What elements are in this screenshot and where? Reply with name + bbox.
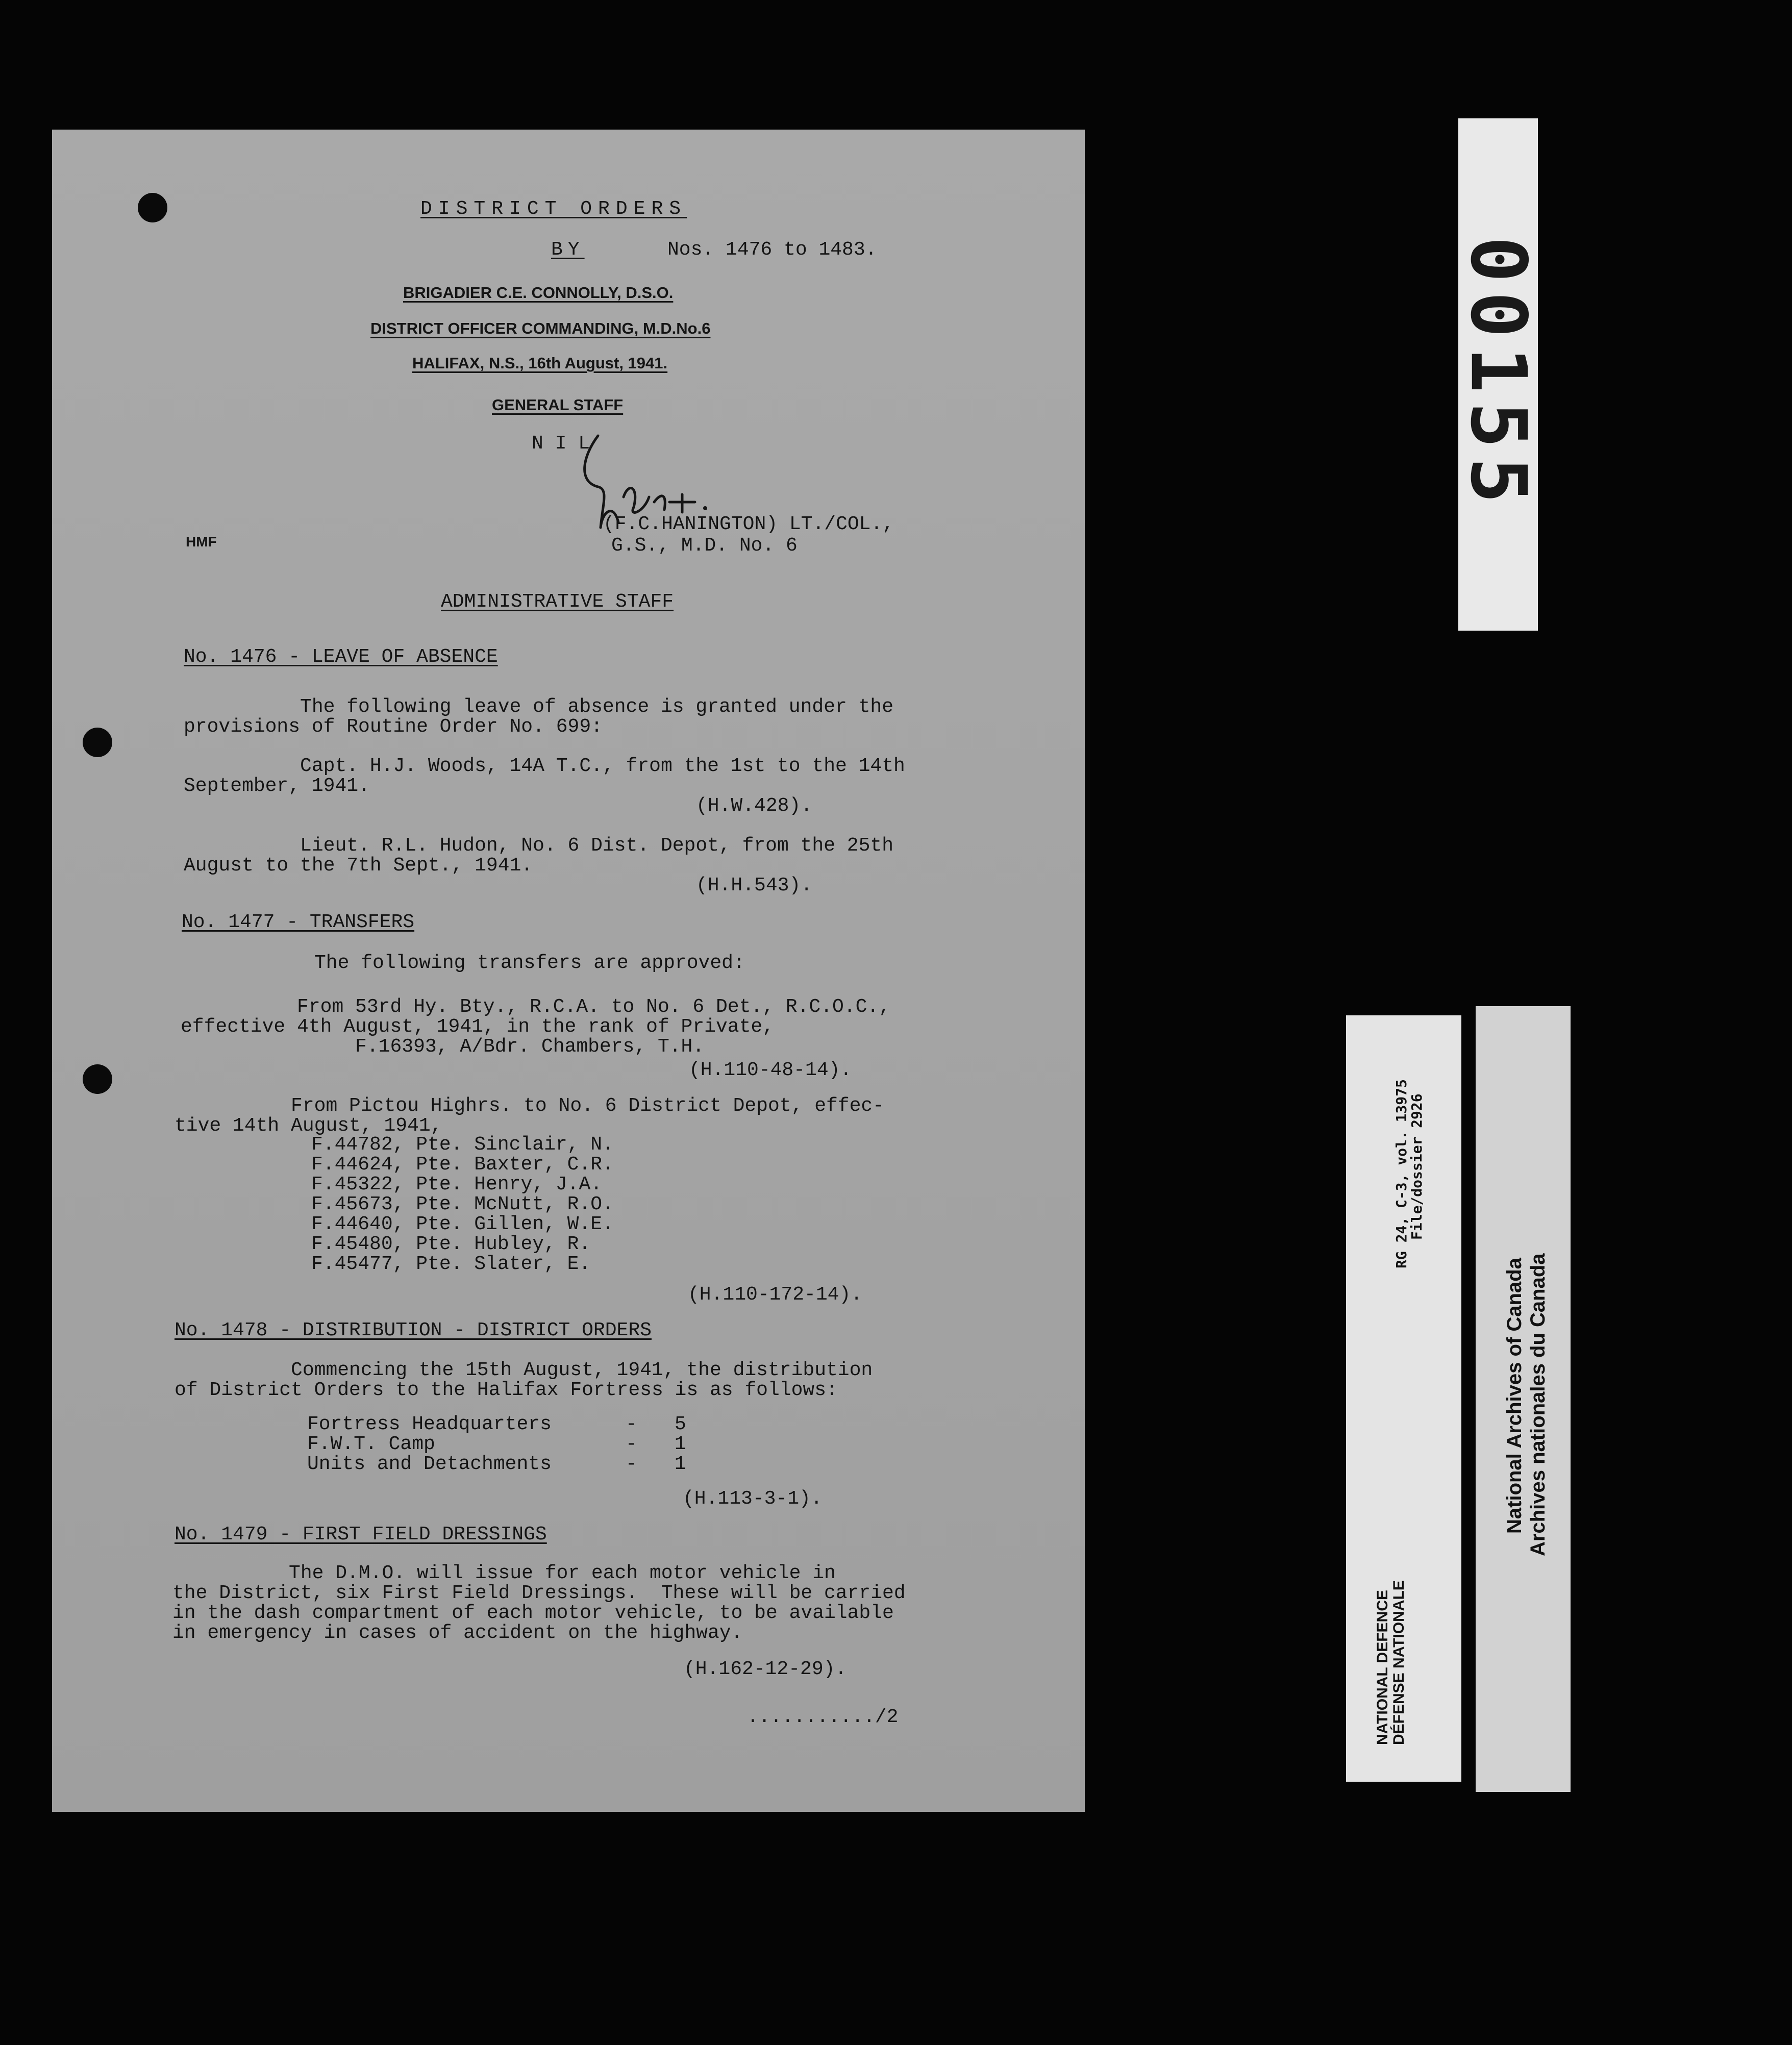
label-archives-en: National Archives of Canada xyxy=(1503,1258,1526,1534)
general-staff-heading: GENERAL STAFF xyxy=(492,396,624,414)
punch-hole-top xyxy=(138,193,167,222)
distribution-qty: 1 xyxy=(675,1453,686,1475)
order-1476-entry-1: Capt. H.J. Woods, 14A T.C., from the 1st to the 14th September, 1941. xyxy=(184,755,905,797)
transfer-list-item: F.45480, Pte. Hubley, R. xyxy=(311,1233,591,1255)
transfer-list-item: F.45322, Pte. Henry, J.A. xyxy=(311,1174,603,1195)
place-date: HALIFAX, N.S., 16th August, 1941. xyxy=(412,354,668,372)
order-1477-ref-2: (H.110-172-14). xyxy=(688,1284,863,1306)
order-1476-heading: No. 1476 - LEAVE OF ABSENCE xyxy=(184,646,498,668)
by-label: BY xyxy=(551,239,585,261)
document-page xyxy=(52,130,1085,1812)
label-rg-reference: RG 24, C-3, vol. 13975 xyxy=(1393,1079,1410,1268)
distribution-dash: - xyxy=(626,1413,637,1435)
typist-initials: HMF xyxy=(186,534,217,550)
document-title: DISTRICT ORDERS xyxy=(420,198,687,220)
order-1477-entry-2: From Pictou Highrs. to No. 6 District Depot, effec- tive 14th August, 1941, xyxy=(175,1095,885,1137)
distribution-item: F.W.T. Camp xyxy=(307,1433,435,1455)
transfer-list-item: F.44782, Pte. Sinclair, N. xyxy=(311,1134,614,1156)
order-1477-ref-1: (H.110-48-14). xyxy=(689,1059,852,1081)
national-defence-label xyxy=(1346,1015,1461,1782)
national-archives-label xyxy=(1476,1006,1571,1792)
order-1477-intro: The following transfers are approved: xyxy=(314,952,745,974)
distribution-item: Units and Detachments xyxy=(307,1453,552,1475)
order-1479-ref: (H.162-12-29). xyxy=(684,1658,847,1680)
punch-hole-middle xyxy=(83,728,112,757)
label-defence-en: NATIONAL DEFENCE xyxy=(1374,1590,1391,1745)
distribution-qty: 5 xyxy=(675,1413,686,1435)
order-1476-ref-1: (H.W.428). xyxy=(696,795,813,817)
transfer-list-item: F.44624, Pte. Baxter, C.R. xyxy=(311,1154,614,1176)
signatory-title: G.S., M.D. No. 6 xyxy=(611,535,798,557)
order-numbers: Nos. 1476 to 1483. xyxy=(667,239,877,261)
label-archives-fr: Archives nationales du Canada xyxy=(1527,1253,1549,1556)
distribution-item: Fortress Headquarters xyxy=(307,1413,552,1435)
transfer-list-item: F.45477, Pte. Slater, E. xyxy=(311,1253,591,1275)
transfer-list-item: F.45673, Pte. McNutt, R.O. xyxy=(311,1193,614,1215)
frame-number-stamp xyxy=(1454,118,1543,631)
transfer-list-item: F.44640, Pte. Gillen, W.E. xyxy=(311,1213,614,1235)
frame-number: 00155 xyxy=(1454,236,1543,513)
distribution-dash: - xyxy=(626,1433,637,1455)
distribution-dash: - xyxy=(626,1453,637,1475)
nil-text: N I L xyxy=(532,433,590,455)
order-1478-ref: (H.113-3-1). xyxy=(683,1488,823,1510)
order-1477-heading: No. 1477 - TRANSFERS xyxy=(182,911,415,933)
order-1476-intro: The following leave of absence is granted under the provisions of Routine Order No. 699: xyxy=(184,696,894,738)
admin-staff-heading: ADMINISTRATIVE STAFF xyxy=(441,591,674,613)
page-continuation: .........../2 xyxy=(747,1706,899,1728)
order-1478-intro: Commencing the 15th August, 1941, the distribution of District Orders to the Halifax Fortress is as follows: xyxy=(175,1359,873,1401)
order-1479-heading: No. 1479 - FIRST FIELD DRESSINGS xyxy=(175,1524,547,1545)
signatory-name: (F.C.HANINGTON) LT./COL., xyxy=(603,513,894,535)
punch-hole-lower xyxy=(83,1064,112,1094)
order-1478-heading: No. 1478 - DISTRIBUTION - DISTRICT ORDERS xyxy=(175,1319,652,1341)
order-1477-entry-1: From 53rd Hy. Bty., R.C.A. to No. 6 Det., R.C.O.C., effective 4th August, 1941, in the rank of Private, F.16393, A/Bdr. Chambers, T.H. xyxy=(181,996,891,1058)
label-file-reference: File/dossier 2926 xyxy=(1408,1093,1425,1240)
distribution-qty: 1 xyxy=(675,1433,686,1455)
order-1476-ref-2: (H.H.543). xyxy=(696,875,813,896)
order-1479-body: The D.M.O. will issue for each motor vehicle in the District, six First Field Dressings. These will be carried in the dash compartment of each motor vehicle, to be available in emergency in cases of accident on the highway. xyxy=(172,1562,906,1644)
order-1476-entry-2: Lieut. R.L. Hudon, No. 6 Dist. Depot, from the 25th August to the 7th Sept., 1941. xyxy=(184,835,894,877)
label-defence-fr: DÉFENSE NATIONALE xyxy=(1390,1580,1407,1745)
command-line: DISTRICT OFFICER COMMANDING, M.D.No.6 xyxy=(370,319,711,337)
officer-name: BRIGADIER C.E. CONNOLLY, D.S.O. xyxy=(403,284,674,302)
